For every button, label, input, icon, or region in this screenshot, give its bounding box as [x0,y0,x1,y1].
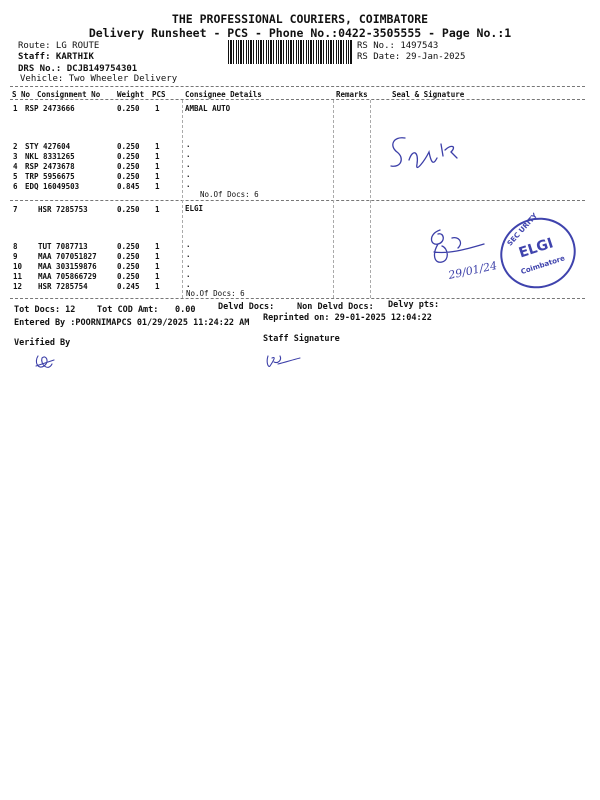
row-weight: 0.845 [117,182,140,191]
verifier-signature [32,352,58,374]
row-pcs: 1 [155,242,160,251]
row-weight: 0.250 [117,172,140,181]
runsheet-subtitle: Delivery Runsheet - PCS - Phone No.:0422-3505555 - Page No.:1 [88,26,512,40]
row-pcs: 1 [155,262,160,271]
table-top-rule [10,86,585,87]
col-header-seal-signature: Seal & Signature [392,90,465,99]
rs-date: RS Date: 29-Jan-2025 [357,52,466,62]
row-sno: 5 [13,172,18,181]
row-sno: 1 [13,104,18,113]
row-pcs: 1 [155,272,160,281]
column-divider [333,100,334,298]
row-weight: 0.250 [117,104,140,113]
entered-by: Entered By :POORNIMAPCS 01/29/2025 11:24:22 AM [14,318,250,328]
row-weight: 0.250 [117,252,140,261]
row-pcs: 1 [155,142,160,151]
row-pcs: 1 [155,182,160,191]
total-docs: Tot Docs: 12 [14,305,76,315]
column-divider [370,100,371,298]
row-consignment-no: RSP 2473666 [25,104,75,113]
row-weight: 0.250 [117,205,140,214]
row-dot: . [186,170,191,179]
row-pcs: 1 [155,282,160,291]
row-consignment-no: MAA 705866729 [38,272,97,281]
row-weight: 0.250 [117,272,140,281]
row-pcs: 1 [155,172,160,181]
stamp-title: ELGI [516,235,556,262]
row-consignment-no: TUT 7087713 [38,242,88,251]
row-dot: . [186,160,191,169]
row-consignment-no: MAA 303159876 [38,262,97,271]
row-weight: 0.250 [117,242,140,251]
row-consignment-no: RSP 2473678 [25,162,75,171]
group-divider-rule [10,200,585,201]
header-bottom-rule [10,99,585,100]
col-header-sno: S No [12,90,31,99]
row-weight: 0.250 [117,162,140,171]
col-header-consignee: Consignee Details [185,90,262,99]
total-cod-label: Tot COD Amt: [97,305,159,315]
col-header-remarks: Remarks [336,90,368,99]
route-label: Route: LG ROUTE [18,41,100,51]
row-sno: 7 [13,205,18,214]
stamp-city: Coimbatore [519,254,566,276]
row-consignment-no: MAA 707051827 [38,252,97,261]
staff-label: Staff: KARTHIK [18,52,94,62]
row-sno: 4 [13,162,18,171]
company-stamp [491,208,585,298]
row-consignment-no: NKL 8331265 [25,152,75,161]
verified-by-label: Verified By [14,338,71,348]
row-consignment-no: TRP 5956675 [25,172,75,181]
row-dot: . [186,260,191,269]
row-dot: . [186,250,191,259]
no-of-docs: No.Of Docs: 6 [186,289,245,298]
row-weight: 0.250 [117,262,140,271]
row-pcs: 1 [155,104,160,113]
row-dot: . [186,180,191,189]
row-dot: . [186,240,191,249]
row-sno: 3 [13,152,18,161]
rs-number: RS No.: 1497543 [357,41,439,51]
col-header-pcs: PCS [152,90,166,99]
row-sno: 10 [13,262,23,271]
column-divider [182,100,183,298]
row-sno: 2 [13,142,18,151]
row-sno: 6 [13,182,18,191]
col-header-weight: Weight [117,90,145,99]
row-sno: 8 [13,242,18,251]
row-weight: 0.250 [117,142,140,151]
row-sno: 11 [13,272,23,281]
row-consignment-no: EDQ 16049503 [25,182,80,191]
row-dot: . [186,270,191,279]
row-pcs: 1 [155,162,160,171]
company-title: THE PROFESSIONAL COURIERS, COIMBATORE [171,12,429,26]
delivered-docs: Delvd Docs: [218,302,275,312]
delivery-points: Delvy pts: [388,300,440,310]
consignee-name: AMBAL AUTO [185,104,231,113]
non-delivered-docs: Non Delvd Docs: [297,302,374,312]
consignee-name: ELGI [185,204,204,213]
row-pcs: 1 [155,152,160,161]
staff-signature-label: Staff Signature [263,334,340,344]
row-dot: . [186,150,191,159]
row-pcs: 1 [155,205,160,214]
row-pcs: 1 [155,252,160,261]
vehicle-label: Vehicle: Two Wheeler Delivery [20,74,178,84]
row-dot: . [186,280,191,289]
drs-number: DRS No.: DCJB149754301 [18,64,138,74]
reprinted-on: Reprinted on: 29-01-2025 12:04:22 [263,313,432,323]
table-bottom-rule [10,298,585,299]
handwritten-signature [385,130,475,178]
row-consignment-no: HSR 7285753 [38,205,88,214]
no-of-docs: No.Of Docs: 6 [200,190,259,199]
col-header-consignment: Consignment No [37,90,101,99]
staff-handwritten-signature [262,350,302,372]
row-consignment-no: HSR 7285754 [38,282,88,291]
row-consignment-no: STY 427604 [25,142,71,151]
row-dot: . [186,140,191,149]
handwritten-date: 29/01/24 [447,259,499,282]
total-cod-value: 0.00 [175,305,196,315]
row-sno: 9 [13,252,18,261]
barcode-image [228,40,353,64]
row-weight: 0.250 [117,152,140,161]
row-sno: 12 [13,282,23,291]
row-weight: 0.245 [117,282,140,291]
stamp-arc-text: SEC URITY [505,211,540,248]
